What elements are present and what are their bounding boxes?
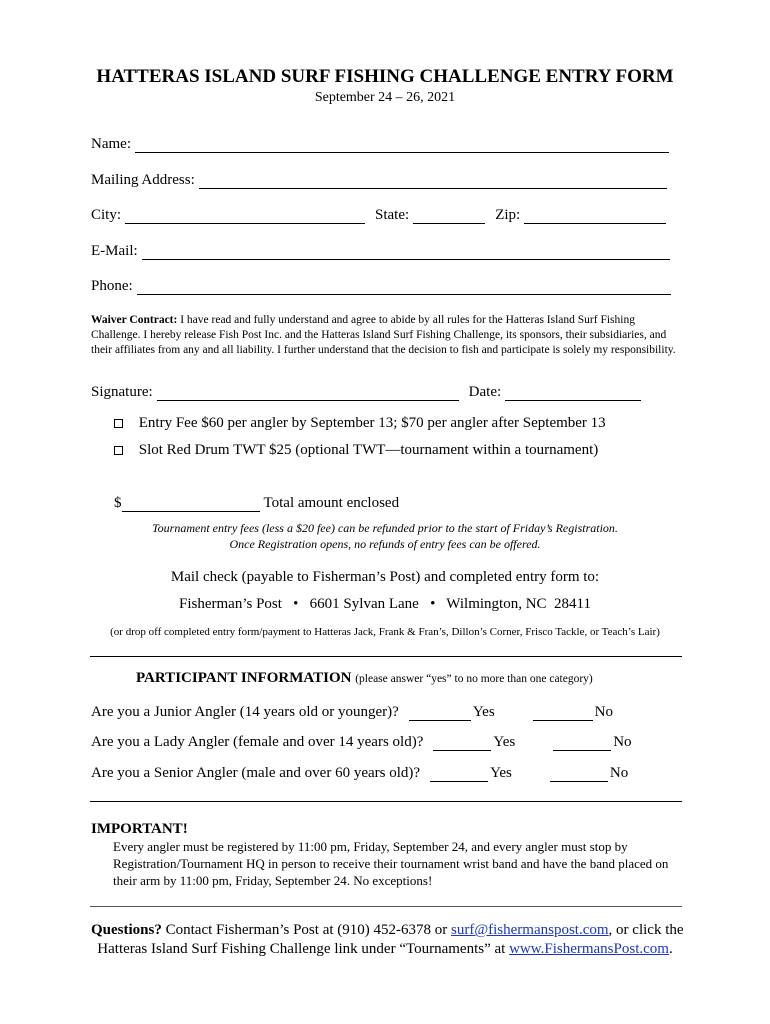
entry-fee-option: [114, 415, 606, 432]
participant-note: (please answer “yes” to no more than one category): [355, 673, 593, 685]
junior-no-field[interactable]: [533, 706, 593, 721]
questions-text2: , or click the: [608, 922, 684, 938]
phone-field[interactable]: [137, 280, 671, 295]
lady-yes-label: Yes: [493, 734, 516, 750]
zip-field[interactable]: [524, 209, 666, 224]
mailing-address-field[interactable]: [199, 174, 667, 189]
dollar-sign: $: [114, 495, 122, 511]
senior-no-field[interactable]: [550, 767, 608, 782]
waiver-text: I have read and fully understand and agree to abide by all rules for the Hatteras Island Surf Fishing Challenge. I hereby release Fish Post Inc. and the Hatteras Island Surf Fishing Challenge, its sponsors, their subsidiaries, and their affiliates from any and all liability. I further understand that the decision to fish and participate is solely my responsibility.: [91, 314, 676, 356]
page-title: HATTERAS ISLAND SURF FISHING CHALLENGE ENTRY FORM: [96, 66, 674, 87]
signature-label: Signature:: [91, 384, 153, 400]
senior-yes-field[interactable]: [430, 767, 488, 782]
name-row: [91, 136, 669, 153]
important-text: Every angler must be registered by 11:00 pm, Friday, September 24, and every angler must stop by Registration/Tournament HQ in person to receive their tournament wrist band and have the band placed on their arm by 11:00 pm, Friday, September 24. No exceptions!: [113, 839, 669, 888]
total-label: Total amount enclosed: [263, 495, 400, 511]
total-amount-field[interactable]: [122, 497, 260, 512]
dropoff-note: (or drop off completed entry form/payment to Hatteras Jack, Frank & Fran’s, Dillon’s Corner, Frisco Tackle, or Teach’s Lair): [110, 626, 660, 638]
mailing-address-label: Mailing Address:: [91, 172, 195, 188]
participant-heading-row: [136, 670, 593, 687]
city-state-zip-row: [91, 207, 666, 224]
senior-no-label: No: [609, 765, 629, 781]
mail-heading: Mail check (payable to Fisherman’s Post) and completed entry form to:: [170, 569, 600, 585]
website-link[interactable]: www.FishermansPost.com: [509, 941, 669, 957]
state-field[interactable]: [413, 209, 485, 224]
city-field[interactable]: [125, 209, 365, 224]
total-row: [114, 495, 399, 512]
email-label: E-Mail:: [91, 243, 138, 259]
junior-yes-label: Yes: [472, 704, 495, 720]
questions-text3: Hatteras Island Surf Fishing Challenge link under “Tournaments” at: [97, 941, 506, 957]
slot-red-drum-checkbox[interactable]: [114, 446, 123, 455]
questions-label: Questions?: [91, 922, 162, 938]
junior-no-label: No: [594, 704, 614, 720]
lady-no-label: No: [613, 734, 632, 750]
city-label: City:: [91, 207, 122, 223]
questions-line2: [0, 941, 770, 958]
date-field[interactable]: [505, 386, 641, 401]
mailing-address-row: [91, 172, 667, 189]
lady-yes-field[interactable]: [433, 736, 491, 751]
email-field[interactable]: [142, 245, 670, 260]
divider-bottom: [90, 906, 682, 907]
signature-field[interactable]: [157, 386, 459, 401]
lady-no-field[interactable]: [553, 736, 611, 751]
state-label: State:: [375, 207, 410, 223]
questions-line1: [91, 922, 684, 939]
name-field[interactable]: [135, 138, 669, 153]
entry-fee-text: Entry Fee $60 per angler by September 13; $70 per angler after September 13: [138, 415, 606, 431]
slot-red-drum-option: [114, 442, 598, 459]
senior-yes-label: Yes: [490, 765, 512, 781]
lady-question: Are you a Lady Angler (female and over 14 years old)?: [91, 734, 424, 750]
participant-heading: PARTICIPANT INFORMATION: [136, 670, 352, 686]
important-heading: IMPORTANT!: [91, 821, 188, 837]
phone-label: Phone:: [91, 278, 133, 294]
slot-red-drum-text: Slot Red Drum TWT $25 (optional TWT—tournament within a tournament): [138, 442, 599, 458]
divider-top: [90, 656, 682, 657]
senior-question-row: [91, 765, 628, 782]
name-label: Name:: [91, 136, 131, 152]
junior-question: Are you a Junior Angler (14 years old or younger)?: [91, 704, 399, 720]
questions-text1: Contact Fisherman’s Post at (910) 452-6378 or: [165, 922, 448, 938]
entry-fee-checkbox[interactable]: [114, 419, 123, 428]
junior-question-row: [91, 704, 613, 721]
refund-note-line2: Once Registration opens, no refunds of entry fees can be offered.: [229, 537, 541, 551]
contact-email-link[interactable]: surf@fishermanspost.com: [451, 922, 609, 938]
junior-yes-field[interactable]: [409, 706, 471, 721]
questions-text4: .: [668, 941, 673, 957]
lady-question-row: [91, 734, 632, 751]
date-label: Date:: [468, 384, 502, 400]
senior-question: Are you a Senior Angler (male and over 60 years old)?: [91, 765, 421, 781]
zip-label: Zip:: [495, 207, 521, 223]
waiver-label: Waiver Contract:: [91, 314, 178, 326]
email-row: [91, 243, 670, 260]
divider-middle: [90, 801, 682, 802]
signature-row: [91, 384, 641, 401]
phone-row: [91, 278, 671, 295]
event-dates: September 24 – 26, 2021: [314, 90, 456, 105]
waiver-contract: [91, 313, 683, 358]
mail-address: Fisherman’s Post • 6601 Sylvan Lane • Wilmington, NC 28411: [179, 596, 591, 612]
refund-note-line1: Tournament entry fees (less a $20 fee) can be refunded prior to the start of Friday’s Registration.: [152, 521, 618, 535]
